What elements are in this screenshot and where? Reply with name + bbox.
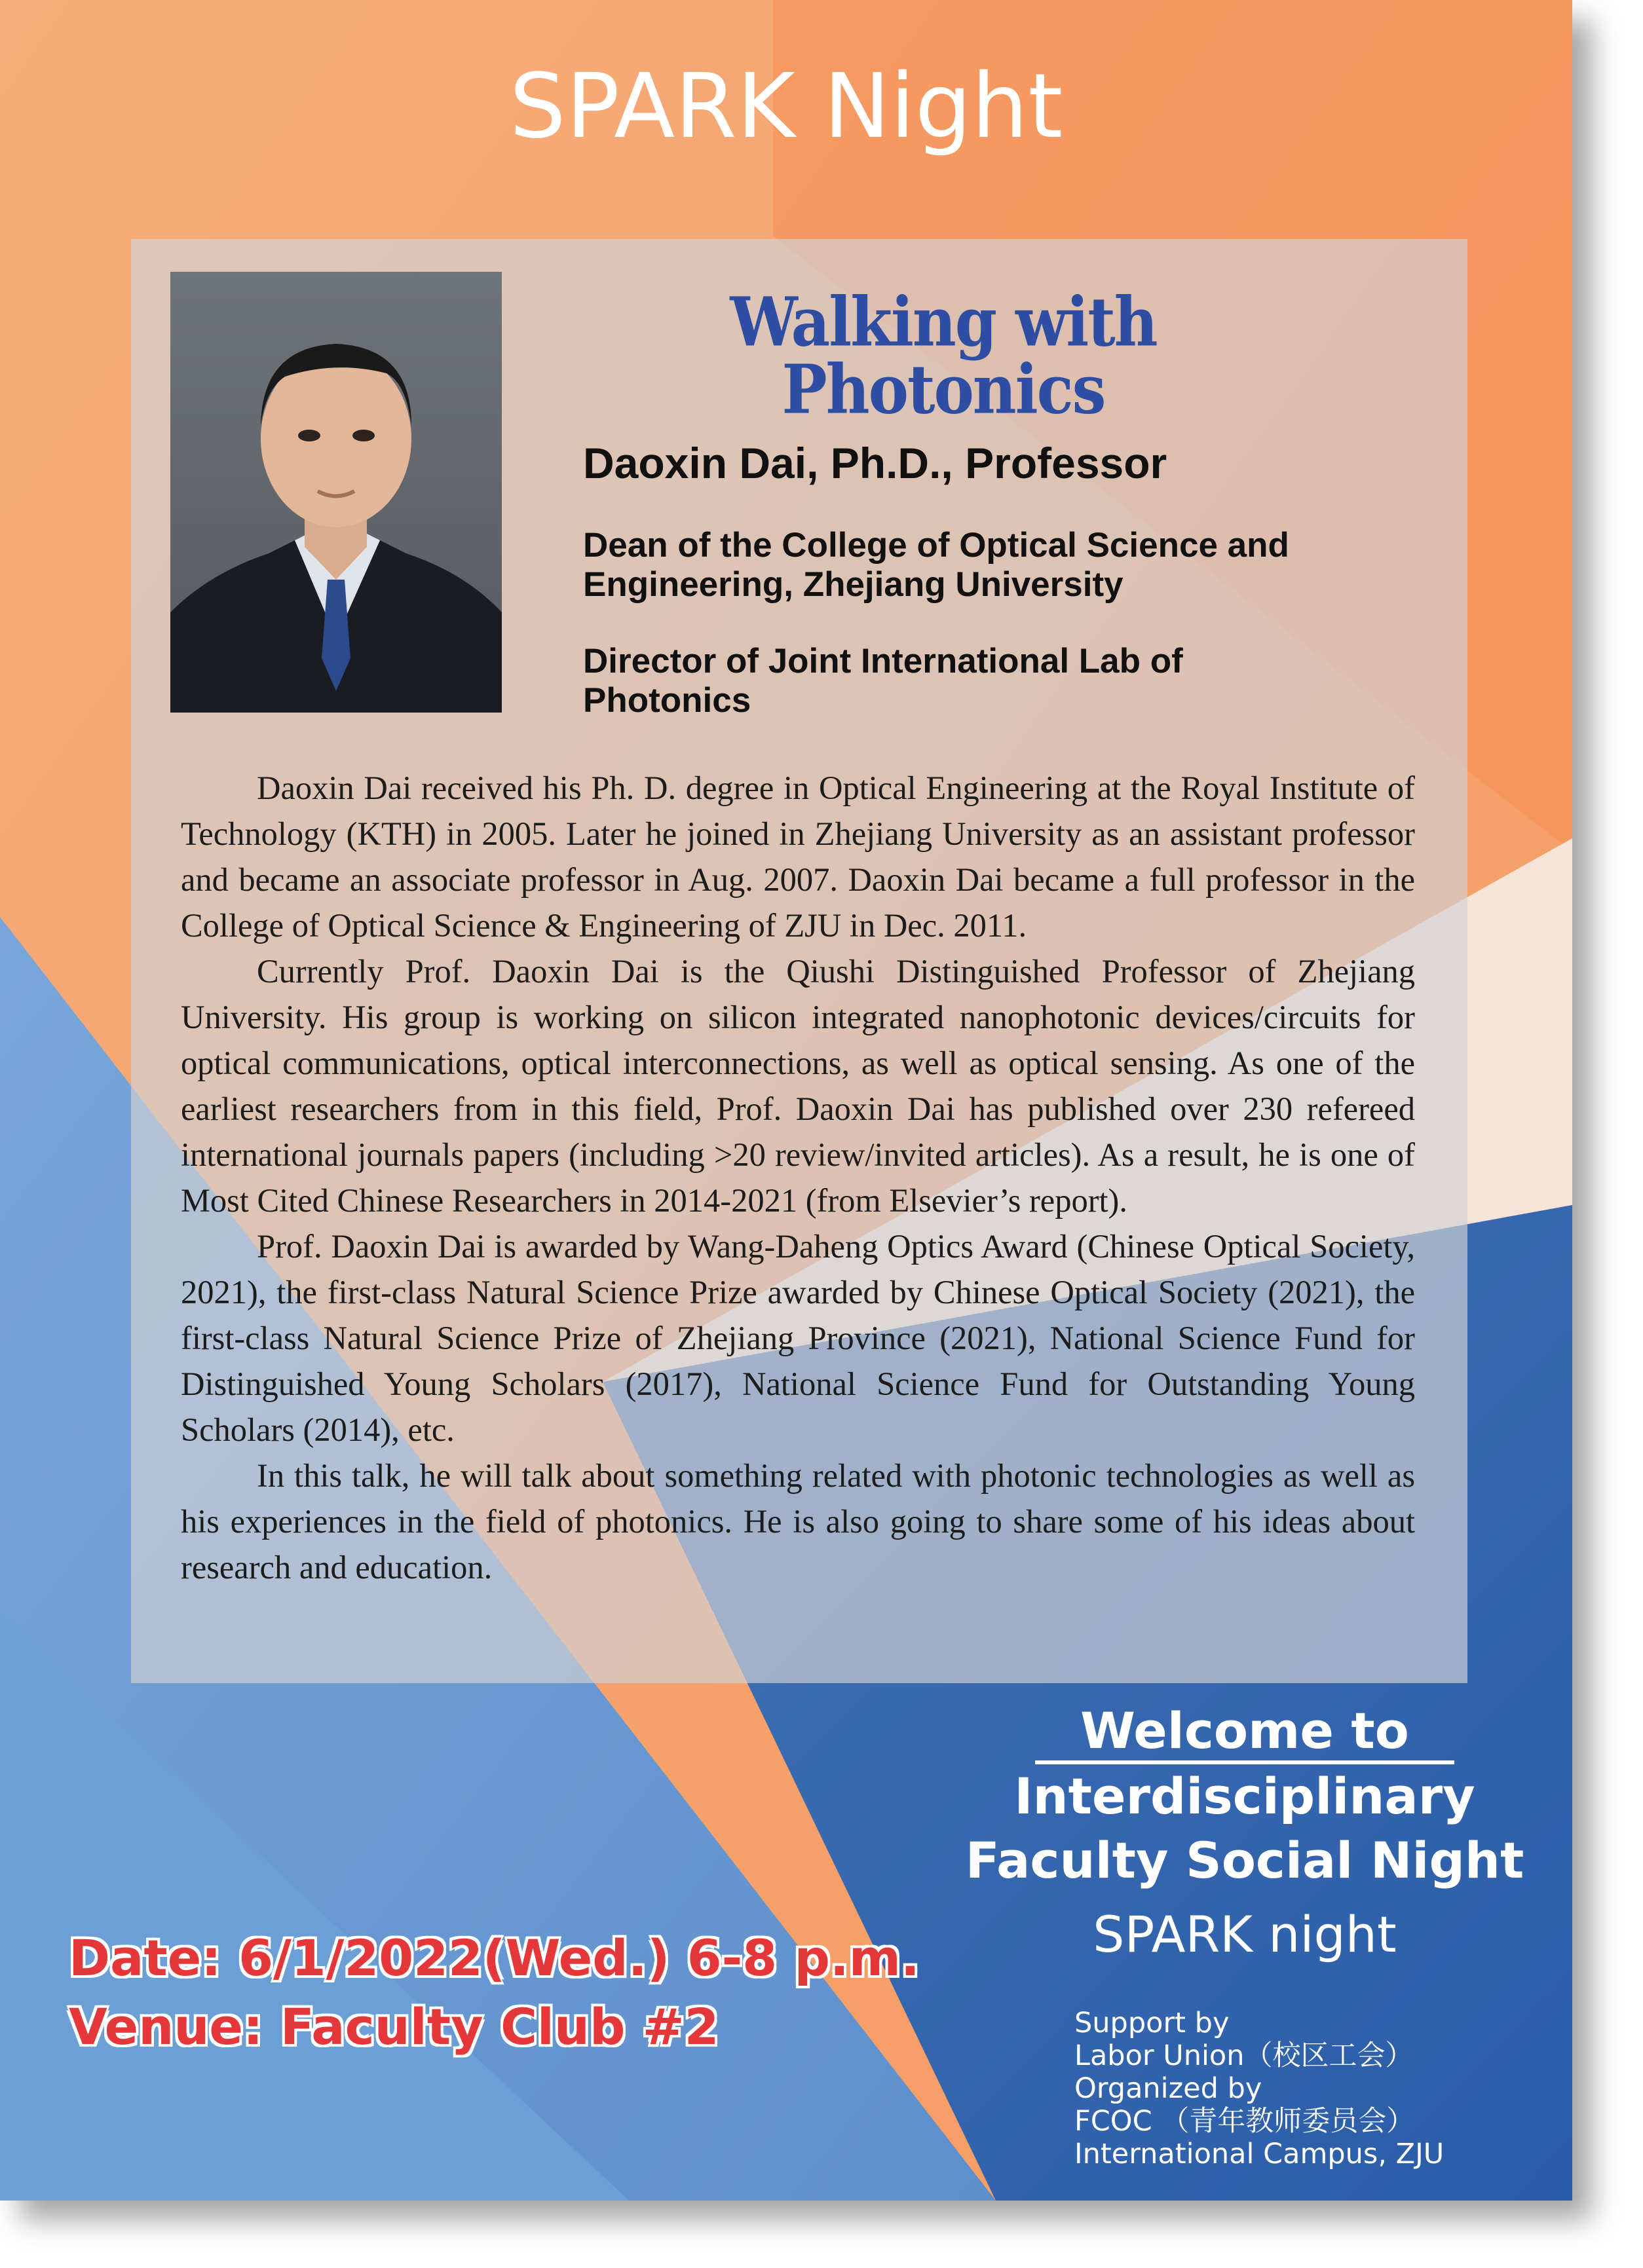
welcome-line: Welcome to [1035,1701,1454,1764]
credit-line: International Campus, ZJU [1074,2138,1445,2170]
poster-title: SPARK Night [509,55,1063,158]
bio-paragraph: Prof. Daoxin Dai is awarded by Wang-Daheng Optics Award (Chinese Optical Society, 2021), the first-class Natural Science Prize awarded by Chinese Optical Society (2021), the first-class Natural Science Prize of Zhejiang Province (2021), National Science Fund for Distinguished Young Scholars (2017), National Science Fund for Outstanding Young Scholars (2014), etc. [181,1228,1415,1448]
spark-night-label: SPARK night [1093,1905,1397,1963]
credit-line: Organized by [1074,2072,1262,2105]
speaker-bio [181,765,1415,1590]
welcome-line: Interdisciplinary [1014,1767,1475,1825]
welcome-line: Faculty Social Night [965,1831,1524,1889]
bio-paragraph: In this talk, he will talk about something related with photonic technologies as well as his experiences in the field of photonics. He is also going to share some of his ideas about research and education. [181,1457,1415,1586]
speaker-affiliation-director: Director of Joint International Lab of Photonics [583,642,1183,720]
event-venue: Venue: Faculty Club #2 [69,1998,719,2056]
speaker-name: Daoxin Dai, Ph.D., Professor [583,439,1167,487]
speaker-portrait [170,272,502,713]
speaker-affiliation-dean: Dean of the College of Optical Science and Engineering, Zhejiang University [583,526,1289,604]
credits [1074,2007,1444,2170]
bio-paragraph: Daoxin Dai received his Ph. D. degree in Optical Engineering at the Royal Institute of Technology (KTH) in 2005. Later he joined in Zhejiang University as an assistant professor and became an associate professor in Aug. 2007. Daoxin Dai became a full professor in the College of Optical Science & Engineering of ZJU in Dec. 2011. [181,770,1415,944]
event-date: Date: 6/1/2022(Wed.) 6-8 p.m. [69,1929,920,1987]
bio-paragraph: Currently Prof. Daoxin Dai is the Qiushi Distinguished Professor of Zhejiang University. His group is working on silicon integrated nanophotonic devices/circuits for optical communications, optical interconnections, as well as optical sensing. As one of the earliest researchers from in this field, Prof. Daoxin Dai has published over 230 refereed international journals papers (including >20 review/invited articles). As a result, he is one of Most Cited Chinese Researchers in 2014-2021 (from Elsevier’s report). [181,953,1415,1219]
talk-title: Walking with Photonics [730,282,1157,430]
credit-line: Labor Union（校区工会） [1074,2039,1414,2072]
credit-line: FCOC （青年教师委员会） [1074,2105,1415,2138]
welcome-block [917,1701,1572,1962]
credit-line: Support by [1074,2007,1230,2039]
